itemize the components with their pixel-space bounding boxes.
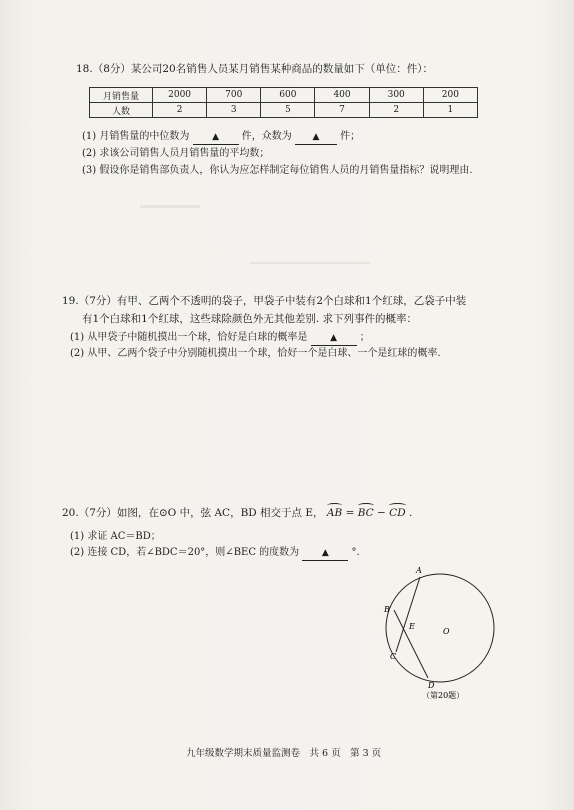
scan-smudge xyxy=(250,262,370,264)
table-cell: 2 xyxy=(153,103,207,118)
table-cell: 600 xyxy=(261,88,315,103)
table-cell: 1 xyxy=(423,103,477,118)
point-d-label: D xyxy=(428,681,435,690)
table-cell: 700 xyxy=(207,88,261,103)
q20-stem-text: 20.（7分）如图，在⊙O 中，弦 AC，BD 相交于点 E， xyxy=(62,507,324,519)
table-cell: 7 xyxy=(315,103,369,118)
q19-part1-text: (1) 从甲袋子中随机摸出一个球，恰好是白球的概率是 xyxy=(70,332,308,343)
point-o-label: O xyxy=(443,627,450,636)
q18-part1 xyxy=(82,130,360,145)
circle-o xyxy=(386,574,494,682)
table-cell: 2000 xyxy=(153,88,207,103)
answer-blank[interactable]: ▲ xyxy=(295,130,337,145)
q20-part2-text: (2) 连接 CD，若∠BDC＝20°，则∠BEC 的度数为 xyxy=(70,547,300,558)
q19-part2: (2) 从甲、乙两个袋子中分别随机摸出一个球，恰好一个是白球、一个是红球的概率. xyxy=(70,348,441,359)
period: . xyxy=(408,507,413,519)
point-a-label: A xyxy=(416,566,422,575)
equals-sign: = xyxy=(345,507,355,519)
table-row xyxy=(90,103,478,118)
table-cell: 2 xyxy=(369,103,423,118)
q19-part1-end: ； xyxy=(359,332,370,343)
table-cell: 300 xyxy=(369,88,423,103)
q20-stem xyxy=(62,506,412,521)
table-cell: 200 xyxy=(423,88,477,103)
q18-part1-text-b: 件，众数为 xyxy=(241,131,292,142)
answer-blank[interactable]: ▲ xyxy=(193,130,239,145)
circle-figure xyxy=(372,562,500,702)
q20-part2-end: °. xyxy=(351,547,360,558)
figure-caption: （第20题） xyxy=(422,691,465,700)
table-cell: 5 xyxy=(261,103,315,118)
table-cell: 400 xyxy=(315,88,369,103)
q18-part1-text-a: (1) 月销售量的中位数为 xyxy=(82,131,190,142)
page-footer: 九年级数学期末质量监测卷 共 6 页 第 3 页 xyxy=(186,748,382,759)
q19-line2: 有1个白球和1个红球，这些球除颜色外无其他差别. 求下列事件的概率： xyxy=(82,313,418,325)
q18-part3: (3) 假设你是销售部负责人，你认为应怎样制定每位销售人员的月销售量指标？说明理由. xyxy=(82,165,473,176)
q19-line1: 19.（7分）有甲、乙两个不透明的袋子，甲袋子中装有2个白球和1个红球，乙袋子中装 xyxy=(62,295,467,307)
answer-blank[interactable]: ▲ xyxy=(302,546,348,561)
point-c-label: C xyxy=(390,652,397,661)
sales-table xyxy=(89,87,478,118)
q18-part1-text-c: 件； xyxy=(340,131,361,142)
arc-cd-label: CD xyxy=(389,507,406,519)
chord-bd xyxy=(394,610,428,678)
table-header-count: 人数 xyxy=(90,103,153,118)
dash-sign: − xyxy=(377,507,386,519)
table-row xyxy=(90,88,478,103)
table-cell: 3 xyxy=(207,103,261,118)
arc-ab-label: AB xyxy=(326,507,343,519)
q20-part1: (1) 求证 AC＝BD； xyxy=(70,531,161,542)
point-b-label: B xyxy=(384,605,390,614)
scan-smudge xyxy=(140,205,200,208)
q18-part2: (2) 求该公司销售人员月销售量的平均数； xyxy=(82,148,270,159)
q18-stem: 18.（8分）某公司20名销售人员某月销售某种商品的数量如下（单位：件）： xyxy=(76,63,433,75)
q19-part1 xyxy=(70,331,370,346)
point-e-label: E xyxy=(409,622,415,631)
answer-blank[interactable]: ▲ xyxy=(311,331,357,346)
q20-part2 xyxy=(70,546,360,561)
chord-ac xyxy=(396,577,420,652)
arc-bc-label: BC xyxy=(357,507,374,519)
table-header-sales: 月销售量 xyxy=(90,88,153,103)
